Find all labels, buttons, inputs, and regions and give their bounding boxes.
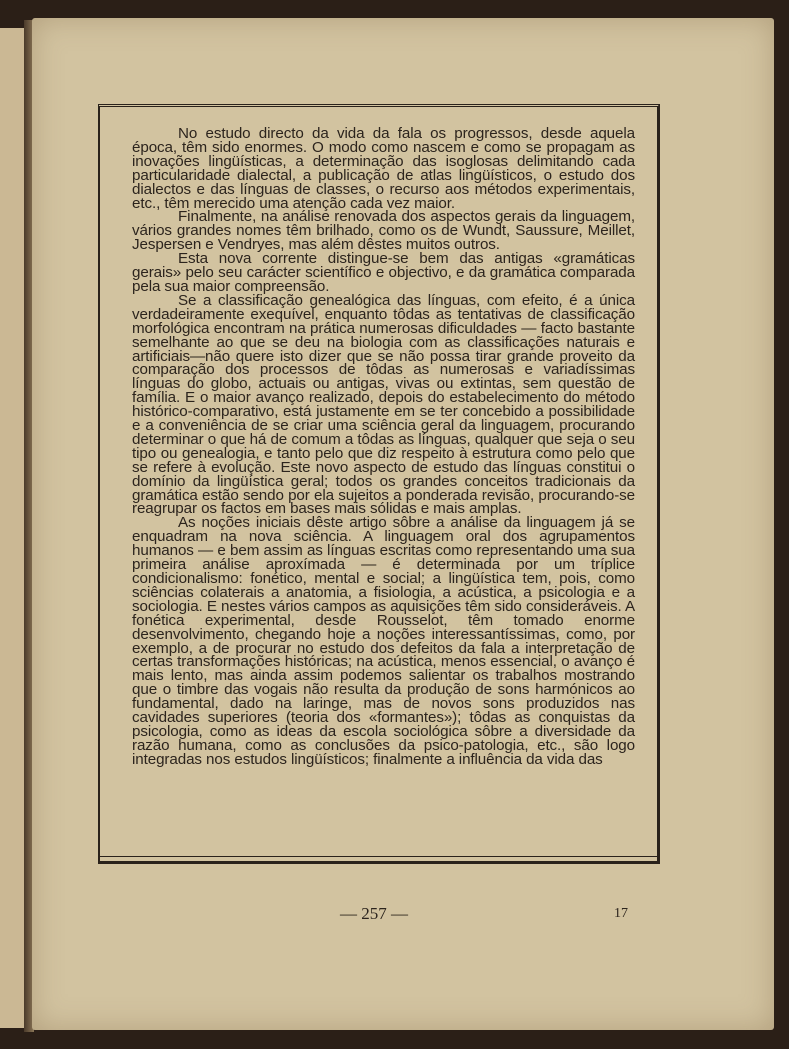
paragraph-1: No estudo directo da vida da fala os progressos, desde aquela época, têm sido enormes. O modo como nascem e como se propagam as inovações lingüísticas, a determinação das isoglosas delimitando cada particularidade dialectal, a publicação de atlas lingüísticos, o estudo dos dialectos e das línguas de classes, o recurso aos métodos experimentais, etc., têm merecido uma atenção cada vez maior. bbox=[132, 125, 635, 212]
paragraph-3: Esta nova corrente distingue-se bem das antigas «gramáticas gerais» pelo seu carácter scientífico e objectivo, e da gramática comparada pela sua maior compreensão. bbox=[132, 250, 635, 295]
paragraph-2: Finalmente, na análise renovada dos aspectos gerais da linguagem, vários grandes nomes têm brilhado, como os de Wundt, Saussure, Meillet, Jespersen e Vendryes, mas além dêstes muitos outros. bbox=[132, 208, 635, 254]
text-frame bbox=[98, 104, 660, 864]
signature-mark: 17 bbox=[614, 906, 628, 921]
paragraph-5: As noções iniciais dêste artigo sôbre a análise da linguagem já se enquadram na nova sciência. A linguagem oral dos agrupamentos humanos — e bem assim as línguas escritas como representando uma sua primeira análise aproxímada — é determinada por um tríplice condicionalismo: fonético, mental e social; a lingüística tem, pois, como sciências colaterais a anatomia, a fisiologia, a acústica, a psicologia e a sociologia. E nestes vários campos as aquisições têm sido consideráveis. A fonética experimental, desde Rousselot, têm tomado enorme desenvolvimento, chegando hoje a noções interessantíssimas, como, por exemplo, a de procurar no estudo dos defeitos da fala a interpretação de certas transformações históricas; na acústica, menos essencial, o avanço é mais lento, mas ainda assim podemos salientar os trabalhos mostrando que o timbre das vogais não resulta da produção de sons harmónicos ao fundamental, dado na laringe, mas de novos sons produzidos nas cavidades superiores (teoria dos «formantes»); tôdas as conquistas da psicologia, como as ideas da escola sociológica sôbre a diversidade da razão humana, como as conclusões da psico-patologia, etc., são logo integradas nos estudos lingüísticos; finalmente a influência da vida das bbox=[132, 514, 635, 768]
page-number: — 257 — bbox=[340, 904, 408, 923]
paragraph-4: Se a classificação genealógica das línguas, com efeito, é a única verdadeiramente exequível, enquanto tôdas as tentativas de classificação morfológica encontram na prática numerosas dificuldades — facto bastante semelhante ao que se deu na biologia com as classificações naturais e artificiais—não quere isto dizer que se não possa tirar grande proveito da comparação dos processos de tôdas as numerosas e variadíssimas línguas do globo, actuais ou antigas, vivas ou extintas, sem questão de família. E o maior avanço realizado, depois do estabelecimento do método histórico-comparativo, está justamente em se ter concebido a possibilidade e a conveniência de se criar uma sciência geral da linguagem, procurando determinar o que há de comum a tôdas as línguas, qualquer que seja o seu tipo ou genealogia, e tanto pelo que diz respeito à estrutura como pelo que se refere à evolução. Este novo aspecto de estudo das línguas constitui o domínio da lingüística geral; todos os grandes conceitos tradicionais da gramática estão sendo por ela sujeitos a ponderada revisão, procurando-se reagrupar os factos em bases mais sólidas e mais amplas. bbox=[132, 291, 635, 518]
